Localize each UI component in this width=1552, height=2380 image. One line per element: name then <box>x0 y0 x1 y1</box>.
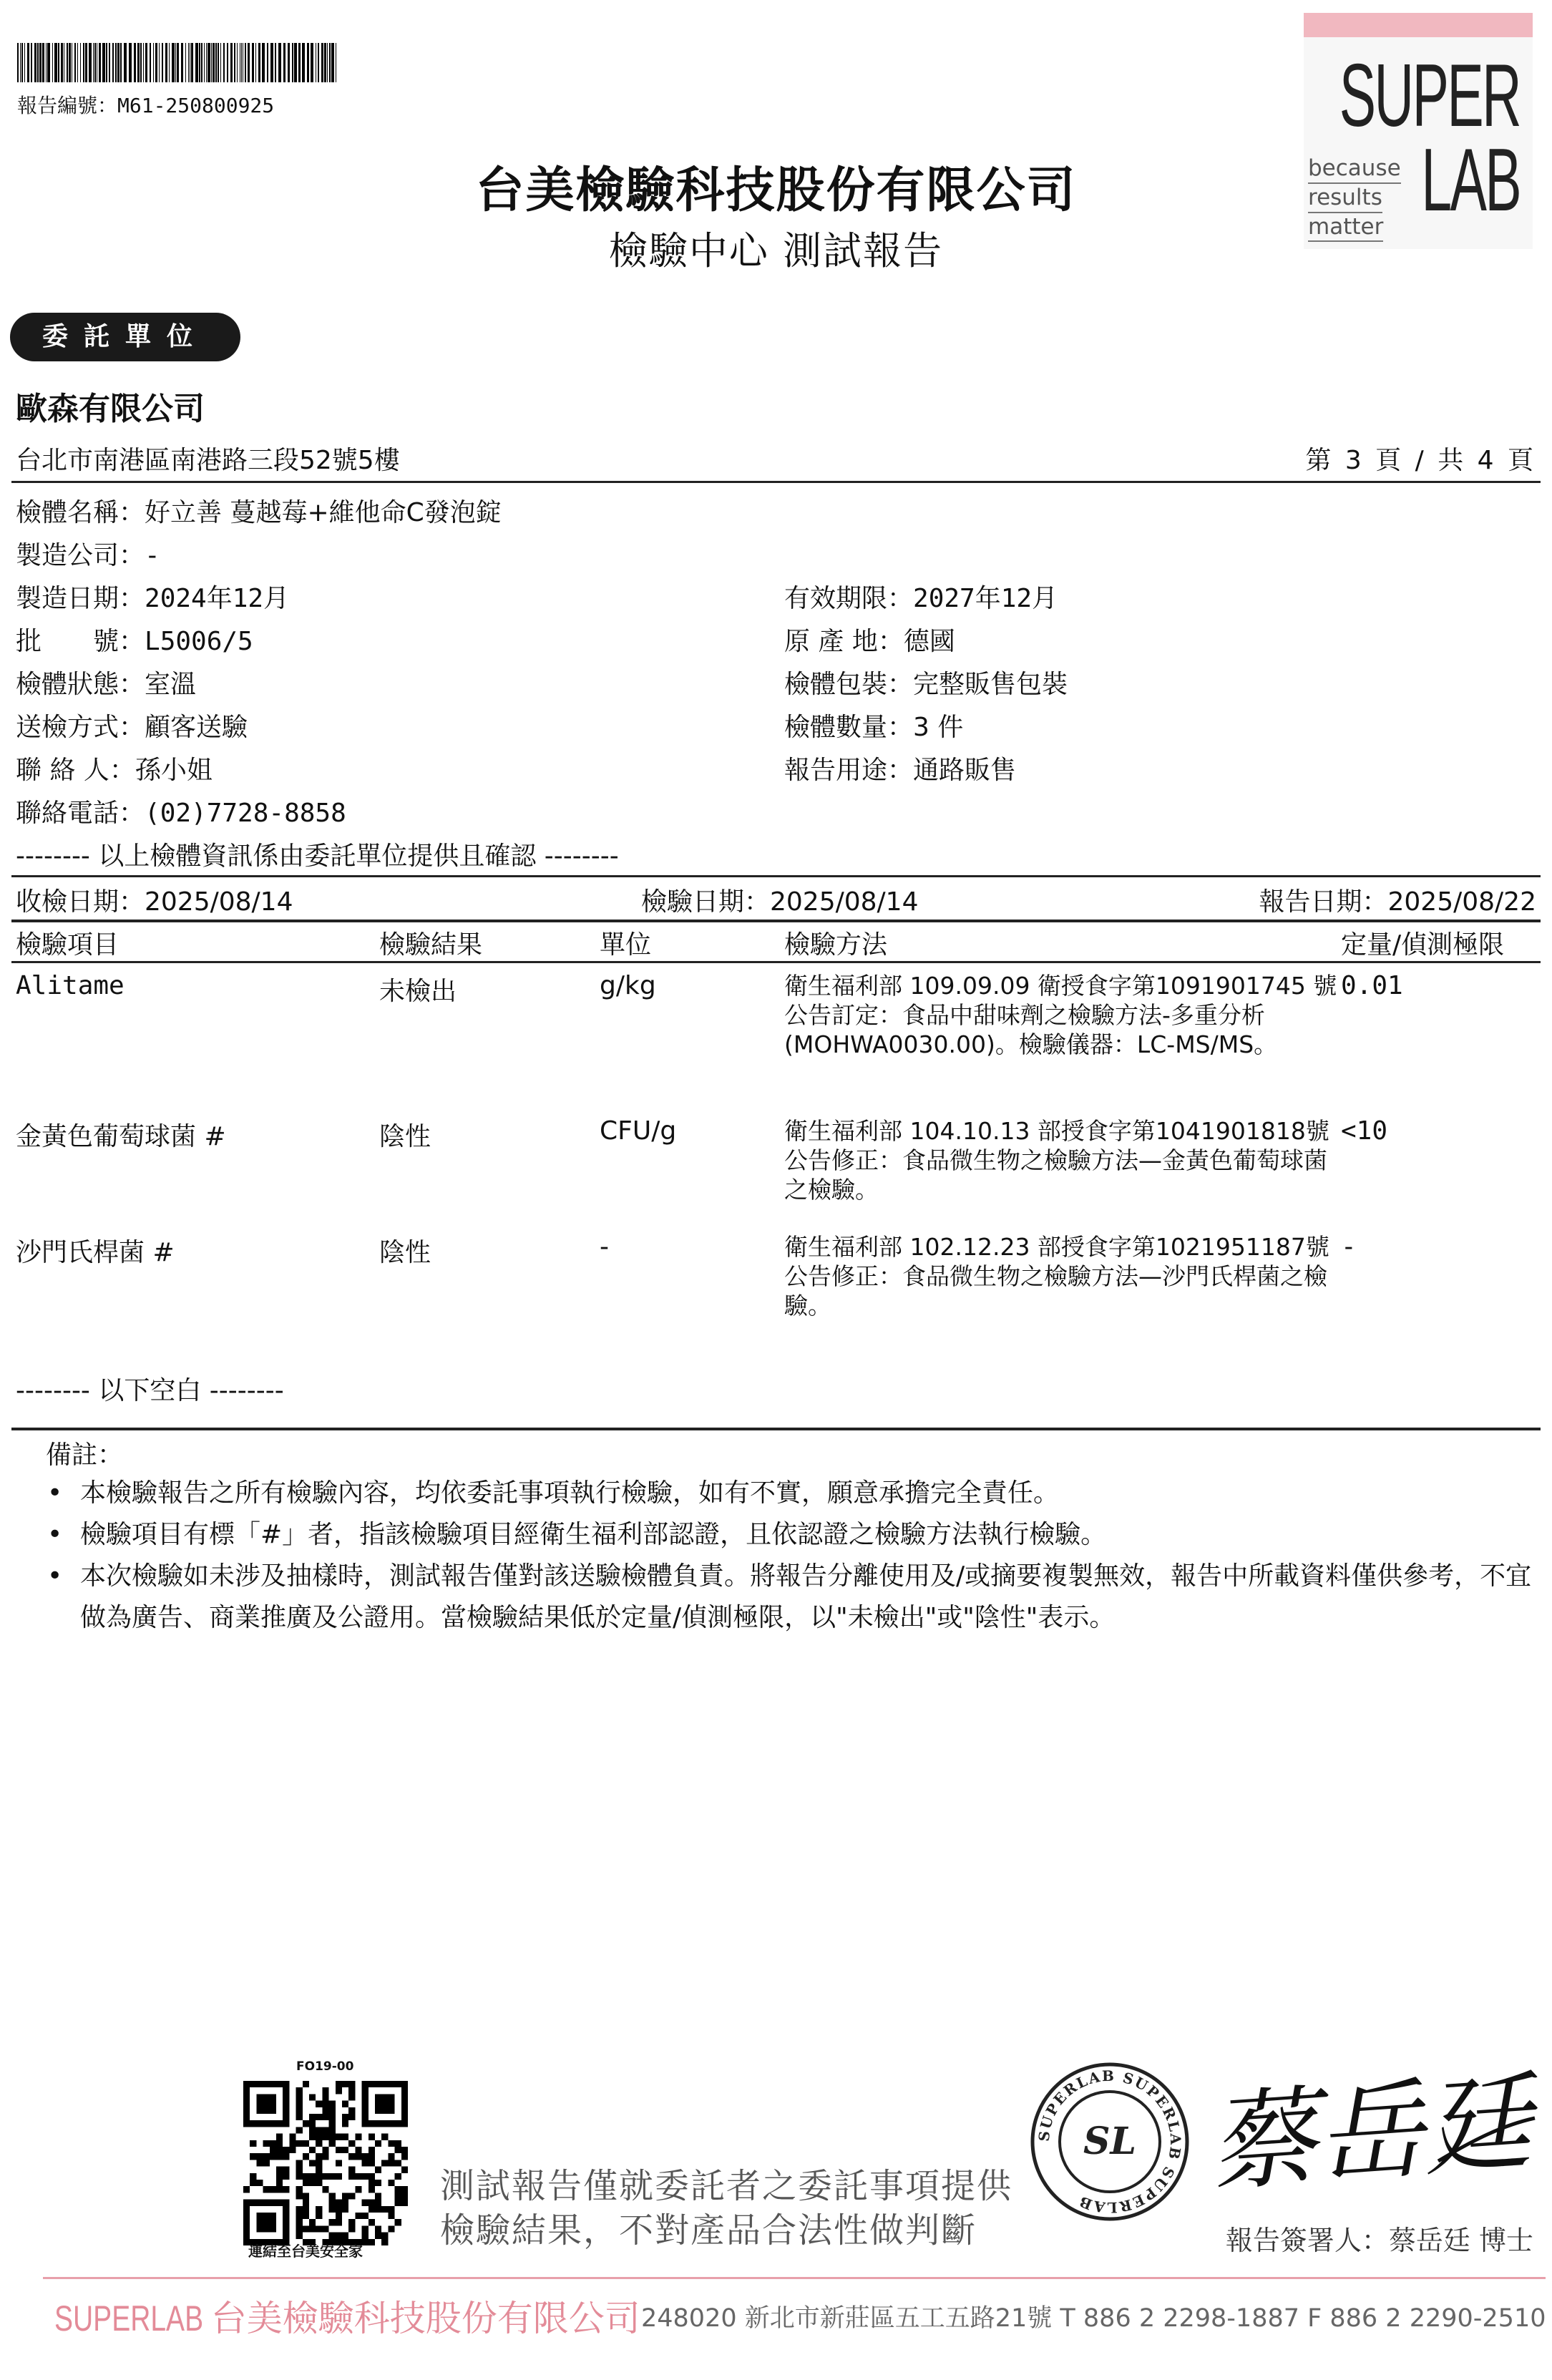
footer-brand: SUPERLAB 台美檢驗科技股份有限公司 <box>54 2298 640 2339</box>
quantity-field: 檢體數量：3 件 <box>784 713 964 742</box>
stamp-ring-text: SUPERLAB SUPERLAB SUPERLAB <box>1035 2067 1185 2217</box>
report-title: 檢驗中心 測試報告 <box>608 228 944 273</box>
table-row-result: 陰性 <box>379 1122 431 1151</box>
phone-field: 聯絡電話：(02)7728-8858 <box>16 799 346 828</box>
sample-name-field: 檢體名稱：好立善 蔓越莓+維他命C發泡錠 <box>16 498 502 527</box>
manufacturer-field: 製造公司：- <box>16 541 160 570</box>
footer-address: 248020 新北市新莊區五工五路21號 T 886 2 2298-1887 F 886 2 2290-2510 <box>641 2304 1546 2333</box>
notes-title: 備註： <box>46 1440 124 1470</box>
page-indicator: 第 3 頁 / 共 4 頁 <box>1305 446 1536 475</box>
divider <box>11 481 1541 483</box>
test-date: 檢驗日期：2025/08/14 <box>641 887 919 917</box>
table-row-unit: g/kg <box>600 971 656 1000</box>
lab-seal-stamp <box>1028 2059 1192 2224</box>
divider <box>11 1428 1541 1430</box>
qr-form-code: FO19-00 <box>296 2059 354 2074</box>
table-row-method: 衛生福利部 104.10.13 部授食字第1041901818號公告修正：食品微生物之檢驗方法—金黃色葡萄球菌之檢驗。 <box>784 1117 1329 1204</box>
table-row-limit: 0.01 <box>1341 971 1403 1000</box>
company-title: 台美檢驗科技股份有限公司 <box>475 162 1077 219</box>
table-row-method: 衛生福利部 109.09.09 衛授食字第1091901745 號公告訂定：食品中甜味劑之檢驗方法-多重分析 (MOHWA0030.00)。檢驗儀器：LC-MS/MS。 <box>784 972 1337 1058</box>
delivery-field: 送檢方式：顧客送驗 <box>16 713 248 742</box>
table-row-method: 衛生福利部 102.12.23 部授食字第1021951187號公告修正：食品微生物之檢驗方法—沙門氏桿菌之檢驗。 <box>784 1233 1329 1320</box>
qr-code[interactable] <box>243 2081 408 2245</box>
table-row-item: Alitame <box>16 971 125 1000</box>
signer-name: 報告簽署人：蔡岳廷 博士 <box>1225 2225 1533 2256</box>
package-field: 檢體包裝：完整販售包裝 <box>784 670 1068 699</box>
origin-field: 原 產 地：德國 <box>784 627 955 656</box>
table-row-unit: CFU/g <box>600 1116 677 1146</box>
report-number: 報告編號：M61-250800925 <box>17 94 275 117</box>
col-header-item: 檢驗項目 <box>16 930 119 960</box>
table-row-unit: - <box>600 1232 609 1262</box>
signature-text: 蔡岳廷 <box>1204 2060 1536 2208</box>
batch-field: 批 號：L5006/5 <box>16 627 253 656</box>
col-header-limit: 定量/偵測極限 <box>1341 930 1505 960</box>
footer-disclaimer: 測試報告僅就委託者之委託事項提供 檢驗結果，不對產品合法性做判斷 <box>440 2166 1013 2250</box>
stamp-center-text: SL <box>1083 2120 1137 2163</box>
footer-divider <box>43 2277 1546 2279</box>
logo-tagline: because results matter <box>1308 155 1401 242</box>
divider <box>11 961 1541 963</box>
qr-caption: 連結至台美安全家 <box>248 2243 363 2260</box>
table-row-limit: <10 <box>1341 1116 1388 1146</box>
expiry-field: 有效期限：2027年12月 <box>784 584 1058 613</box>
client-name: 歐森有限公司 <box>16 391 205 427</box>
mfg-date-field: 製造日期：2024年12月 <box>16 584 290 613</box>
end-of-table-note: -------- 以下空白 -------- <box>16 1376 284 1405</box>
table-row-limit: - <box>1341 1232 1357 1262</box>
sample-state-field: 檢體狀態：室溫 <box>16 670 197 699</box>
logo-wordmark: SUPER LAB <box>1339 47 1520 230</box>
client-section-label: 委託單位 <box>10 313 240 361</box>
barcode <box>17 43 339 82</box>
purpose-field: 報告用途：通路販售 <box>784 756 1017 785</box>
table-row-item: 沙門氏桿菌 # <box>16 1238 175 1267</box>
signature <box>1202 2032 1538 2225</box>
col-header-method: 檢驗方法 <box>784 930 888 960</box>
client-address: 台北市南港區南港路三段52號5樓 <box>16 446 400 475</box>
table-row-result: 未檢出 <box>379 977 457 1006</box>
contact-field: 聯 絡 人：孫小姐 <box>16 756 213 785</box>
confirm-note: -------- 以上檢體資訊係由委託單位提供且確認 -------- <box>16 842 619 871</box>
col-header-unit: 單位 <box>600 930 652 960</box>
col-header-result: 檢驗結果 <box>379 930 483 960</box>
report-date: 報告日期：2025/08/22 <box>1259 887 1536 917</box>
divider <box>11 920 1541 922</box>
received-date: 收檢日期：2025/08/14 <box>16 887 293 917</box>
divider <box>11 875 1541 877</box>
table-row-result: 陰性 <box>379 1238 431 1267</box>
table-row-item: 金黃色葡萄球菌 # <box>16 1122 226 1151</box>
